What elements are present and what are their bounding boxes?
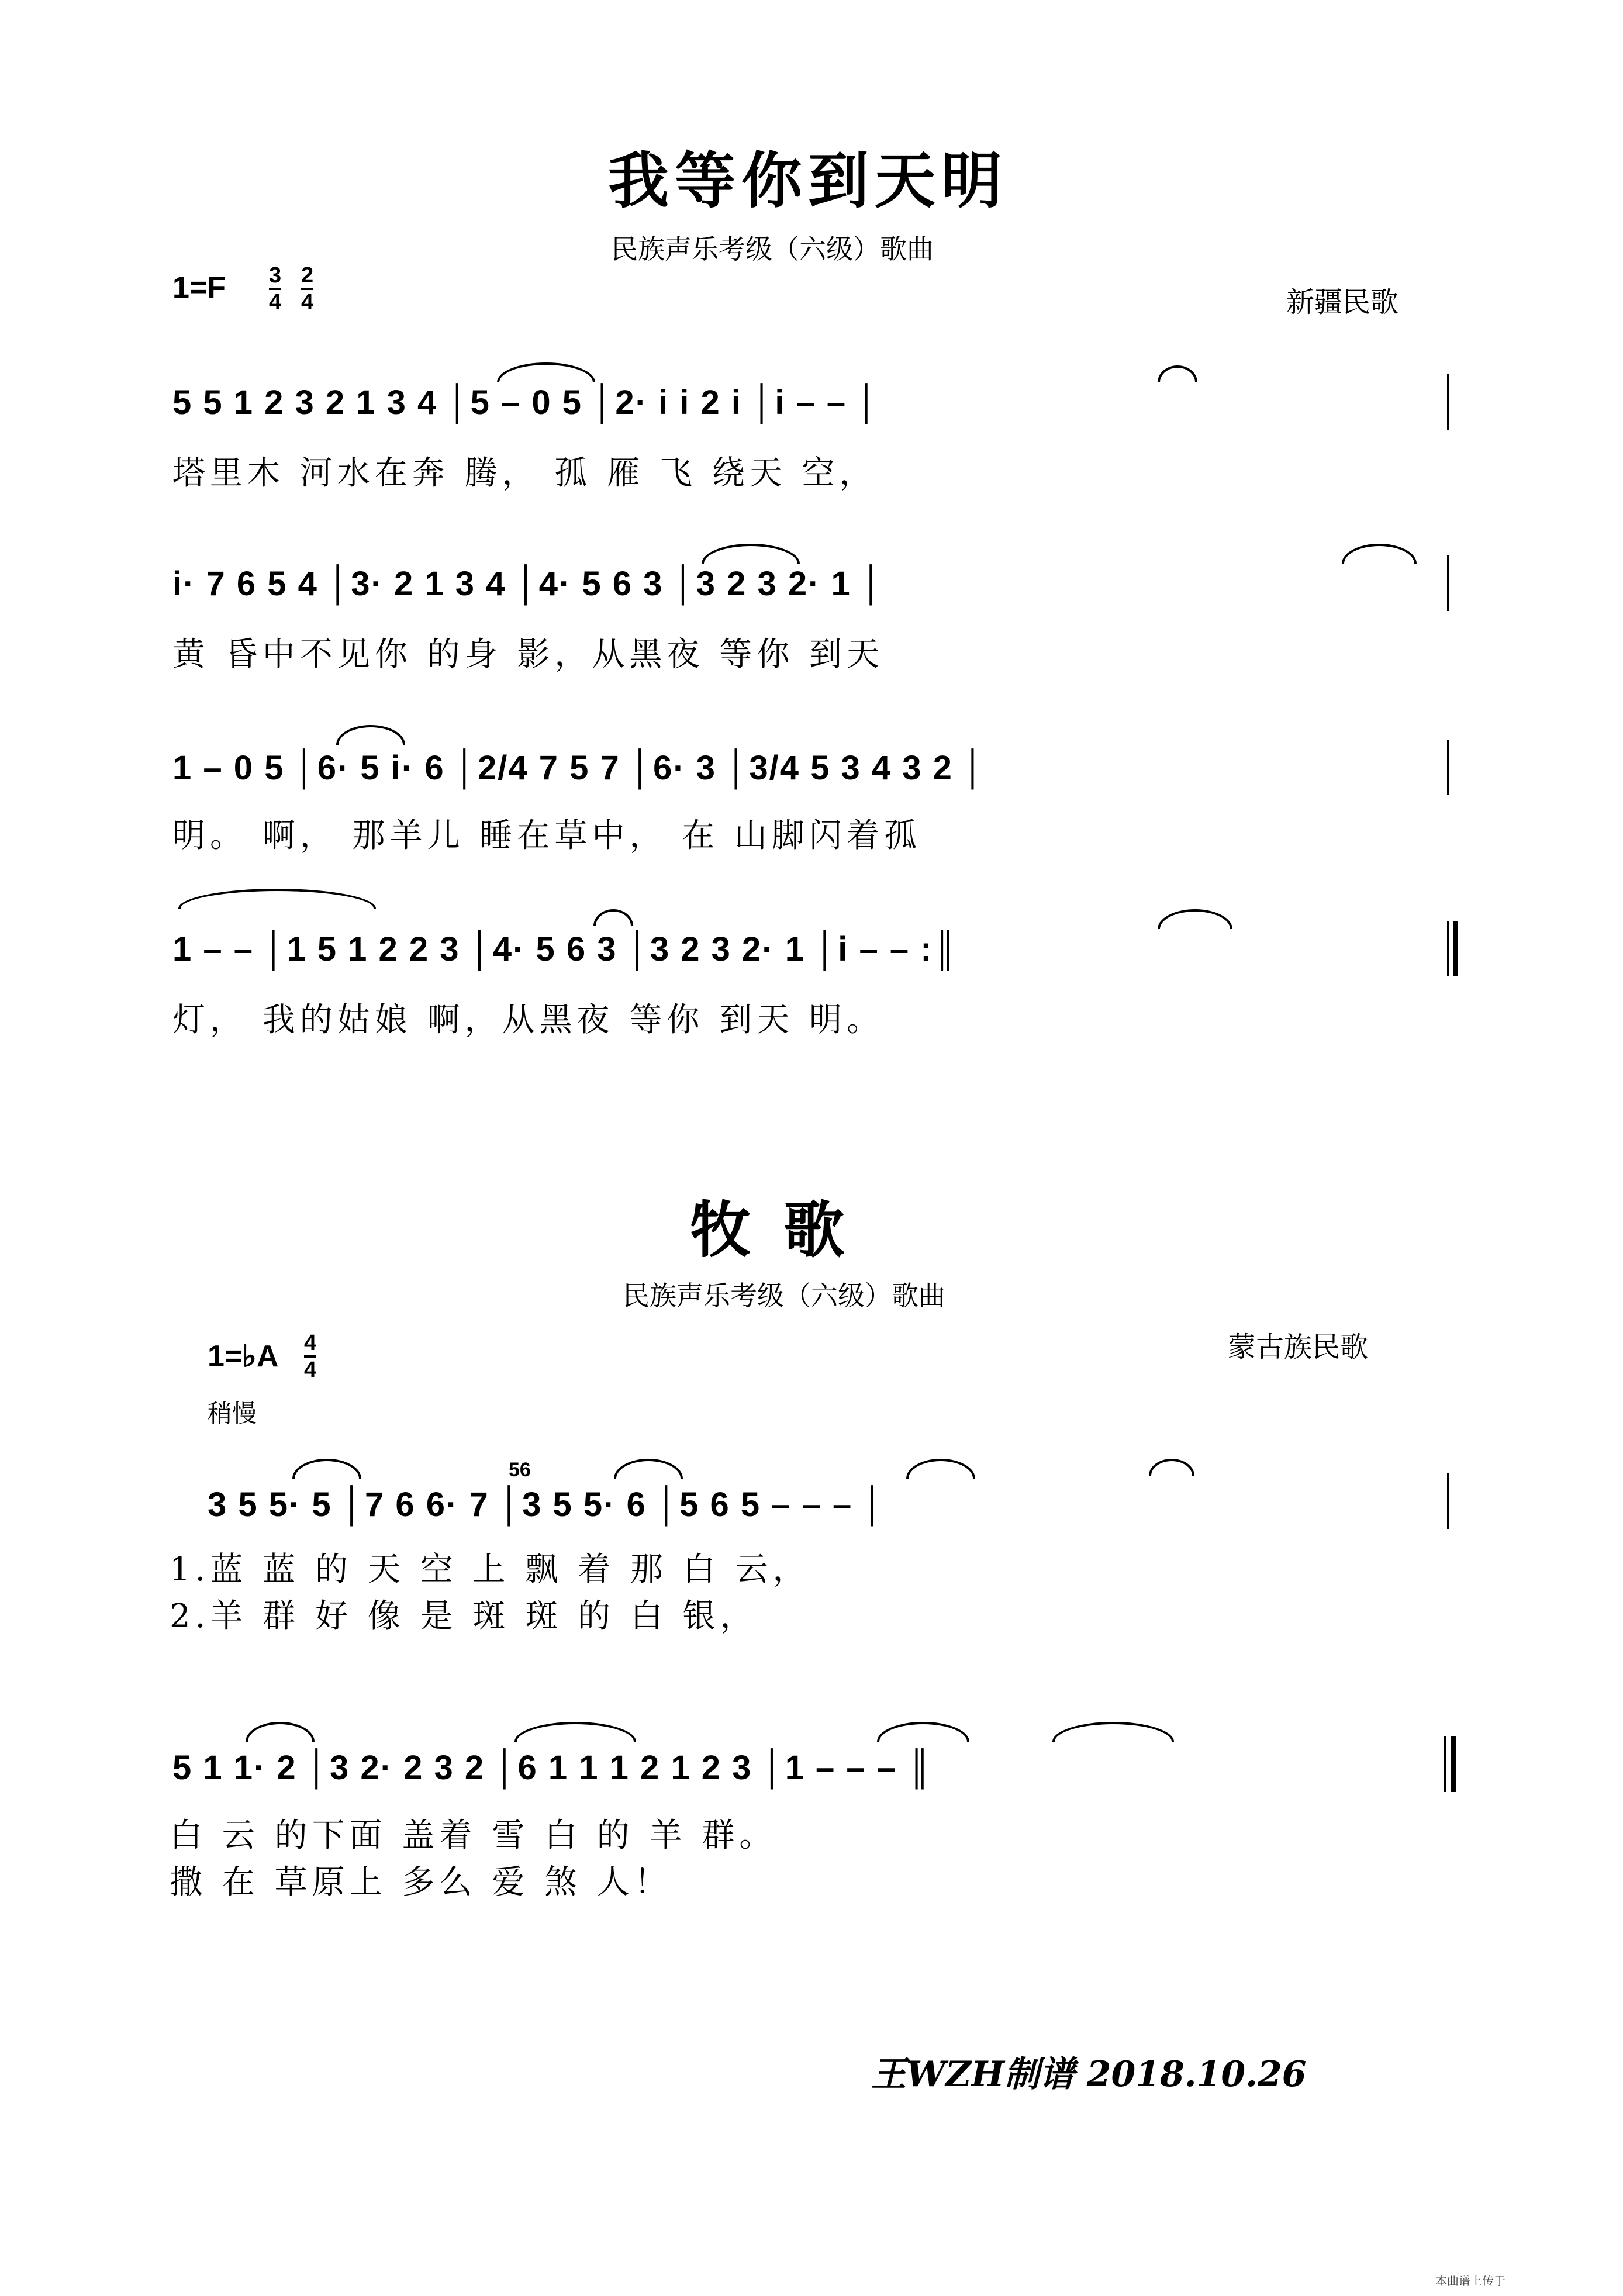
song1-line4-lyrics: 灯， 我的姑娘 啊，从黑夜 等你 到天 明。 [172, 1001, 885, 1039]
footer-watermark: 本曲谱上传于 [1435, 2274, 1505, 2288]
song1-line3-notes: 1 – 0 5 │6· 5 i· 6 │2/4 7 5 7 │6· 3 │3/4 5 3 4 3 2 │ [172, 749, 986, 787]
song2-title: 牧 歌 [690, 1194, 851, 1266]
song2-line1-notes: 3 5 5· 5 │7 6 6· 7 │3 5 5· 6 │5 6 5 – – – │ [208, 1486, 886, 1524]
end-barline [1447, 555, 1449, 611]
end-barline [1444, 1736, 1446, 1792]
slur [246, 1722, 315, 1742]
slur [336, 725, 405, 745]
slur [497, 362, 595, 382]
slur [614, 1459, 683, 1479]
end-barline [1447, 740, 1449, 795]
slur [593, 909, 633, 926]
song2-time-signature: $\frac{4}{4}$ [304, 1331, 317, 1382]
slur [702, 544, 800, 564]
slur [877, 1722, 969, 1742]
credit: 王WZH制谱 2018.10.26 [871, 2054, 1307, 2095]
song2-subtitle: 民族声乐考级（六级）歌曲 [623, 1280, 945, 1311]
song1-time-signature-1: $\frac{3}{4}$ [269, 263, 282, 315]
slur [1158, 909, 1232, 929]
song1-line2-lyrics: 黄 昏中不见你 的身 影，从黑夜 等你 到天 [172, 636, 885, 674]
song1-line3-lyrics: 明。 啊， 那羊儿 睡在草中， 在 山脚闪着孤 [172, 817, 922, 855]
song2-line1-lyrics-v1: 1.蓝 蓝 的 天 空 上 飘 着 那 白 云， [170, 1551, 810, 1589]
grace-note: 56 [509, 1459, 531, 1481]
slur [1158, 365, 1197, 382]
slur [906, 1459, 975, 1479]
song2-tempo: 稍慢 [208, 1399, 257, 1428]
song1-line1-notes: 5 5 1 2 3 2 1 3 4 │5 – 0 5 │2· i i 2 i │i – – │ [172, 384, 880, 422]
slur [1342, 544, 1417, 564]
end-barline [1447, 374, 1449, 430]
song1-title: 我等你到天明 [608, 144, 1009, 216]
song1-subtitle: 民族声乐考级（六级）歌曲 [611, 233, 934, 265]
song1-time-signature-2: $\frac{2}{4}$ [301, 263, 314, 315]
slur [292, 1459, 361, 1479]
song1-origin: 新疆民歌 [1286, 286, 1399, 319]
song2-origin: 蒙古族民歌 [1228, 1331, 1369, 1363]
end-barline-thick [1453, 921, 1458, 976]
end-barline [1447, 1473, 1449, 1529]
slur [1052, 1722, 1174, 1742]
slur [514, 1722, 636, 1742]
song1-line4-notes: 1 – – │1 5 1 2 2 3 │4· 5 6 3 │3 2 3 2· 1 │i – – :║ [172, 930, 958, 968]
slur [178, 889, 376, 909]
end-barline [1447, 921, 1449, 976]
song2-line2-lyrics-v1: 白 云 的下面 盖着 雪 白 的 羊 群。 [170, 1817, 777, 1855]
song2-line2-lyrics-v2: 撒 在 草原上 多么 爱 煞 人！ [170, 1863, 672, 1901]
song2-key: 1=♭A [208, 1339, 279, 1373]
song1-line2-notes: i· 7 6 5 4 │3· 2 1 3 4 │4· 5 6 3 │3 2 3 2· 1 │ [172, 565, 885, 603]
song2-line1-lyrics-v2: 2.羊 群 好 像 是 斑 斑 的 白 银， [170, 1597, 758, 1635]
end-barline-thick [1451, 1736, 1456, 1792]
song1-line1-lyrics: 塔里木 河水在奔 腾， 孤 雁 飞 绕天 空， [172, 454, 877, 492]
slur [1149, 1459, 1194, 1476]
song1-key: 1=F [172, 271, 226, 305]
song2-line2-notes: 5 1 1· 2 │3 2· 2 3 2 │6 1 1 1 2 1 2 3 │1 – – – ║ [172, 1749, 933, 1787]
